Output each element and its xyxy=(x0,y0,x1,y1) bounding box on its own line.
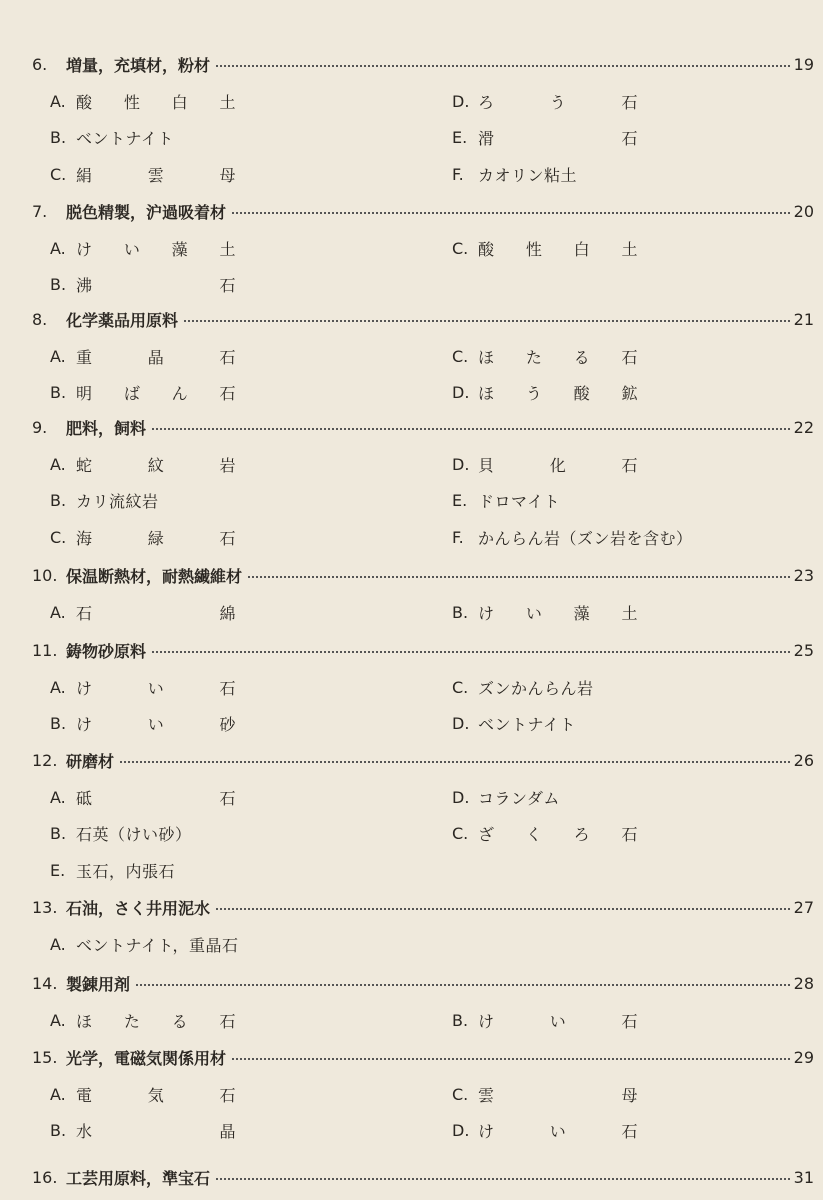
item-text: ベントナイト，重晶石 xyxy=(76,935,239,955)
dot-leader xyxy=(184,320,790,322)
item-label: A. xyxy=(50,454,66,474)
section-title: 保温断熱材，耐熱繊維材 xyxy=(66,566,243,586)
section-number: 16. xyxy=(32,1167,58,1187)
page-number: 31 xyxy=(793,1167,814,1187)
list-item xyxy=(50,600,236,624)
item-label: B. xyxy=(50,1121,67,1141)
item-text: ろ う 石 xyxy=(478,92,638,112)
item-label: C. xyxy=(452,1084,469,1104)
list-item xyxy=(50,344,236,368)
list-item xyxy=(452,1082,638,1106)
item-label: B. xyxy=(50,275,67,295)
list-item xyxy=(452,675,594,699)
item-label: A. xyxy=(50,787,66,807)
section-title: 光学，電磁気関係用材 xyxy=(66,1048,227,1068)
list-item xyxy=(50,712,236,736)
section-number: 14. xyxy=(32,973,58,993)
section-heading xyxy=(32,971,814,995)
dot-leader xyxy=(216,908,790,910)
item-text: け い 砂 xyxy=(76,715,236,735)
item-label: B. xyxy=(50,714,67,734)
list-item xyxy=(452,600,638,624)
item-text: 砥 石 xyxy=(76,788,236,808)
list-item xyxy=(50,932,238,956)
page-number: 23 xyxy=(793,565,814,585)
list-item xyxy=(452,344,638,368)
item-text: ほ た る 石 xyxy=(478,347,638,367)
item-label: A. xyxy=(50,91,66,111)
item-label: E. xyxy=(50,861,66,881)
list-item xyxy=(452,89,638,113)
list-item xyxy=(50,489,159,513)
item-text: 明 ば ん 石 xyxy=(76,384,236,404)
item-label: A. xyxy=(50,346,66,366)
section-heading xyxy=(32,895,814,919)
list-item xyxy=(50,785,236,809)
list-item xyxy=(50,163,236,187)
item-text: け い 石 xyxy=(478,1011,638,1031)
item-label: E. xyxy=(452,491,468,511)
list-item xyxy=(50,859,175,883)
list-item xyxy=(50,273,236,297)
section-title: 工芸用原料，準宝石 xyxy=(66,1168,211,1188)
item-text: ベントナイト xyxy=(76,129,174,149)
item-text: 水 晶 xyxy=(76,1122,236,1142)
item-text: 石英（けい砂） xyxy=(76,825,192,845)
section-heading xyxy=(32,638,814,662)
item-label: B. xyxy=(50,824,67,844)
dot-leader xyxy=(216,1178,790,1180)
item-label: C. xyxy=(452,677,469,697)
list-item xyxy=(50,675,236,699)
item-text: 酸 性 白 土 xyxy=(478,239,638,259)
item-label: A. xyxy=(50,602,66,622)
item-label: B. xyxy=(452,602,469,622)
item-text: カリ流紋岩 xyxy=(76,492,159,512)
list-item xyxy=(50,89,236,113)
item-label: B. xyxy=(50,383,67,403)
item-text: 滑 石 xyxy=(478,129,638,149)
item-text: ズンかんらん岩 xyxy=(478,678,594,698)
list-item xyxy=(452,526,693,550)
list-item xyxy=(50,822,192,846)
section-number: 8. xyxy=(32,309,48,329)
item-text: ほ う 酸 鉱 xyxy=(478,384,638,404)
item-text: け い 石 xyxy=(478,1122,638,1142)
item-text: 蛇 紋 岩 xyxy=(76,455,236,475)
dot-leader xyxy=(120,761,790,763)
section-title: 石油，さく井用泥水 xyxy=(66,898,211,918)
list-item xyxy=(50,236,236,260)
item-text: ドロマイト xyxy=(478,492,561,512)
item-text: 絹 雲 母 xyxy=(76,166,236,186)
dot-leader xyxy=(152,651,790,653)
item-label: C. xyxy=(50,165,67,185)
list-item xyxy=(50,126,174,150)
item-text: 酸 性 白 土 xyxy=(76,92,236,112)
section-title: 製錬用剤 xyxy=(66,974,131,994)
item-text: 重 晶 石 xyxy=(76,347,236,367)
item-label: C. xyxy=(50,528,67,548)
section-title: 肥料，飼料 xyxy=(66,418,147,438)
list-item xyxy=(50,452,236,476)
dot-leader xyxy=(248,576,790,578)
item-label: A. xyxy=(50,677,66,697)
list-item xyxy=(50,1119,236,1143)
section-number: 11. xyxy=(32,640,58,660)
page-number: 27 xyxy=(793,897,814,917)
item-text: け い 藻 土 xyxy=(478,603,638,623)
item-label: D. xyxy=(452,91,470,111)
item-text: ざ く ろ 石 xyxy=(478,825,638,845)
section-number: 15. xyxy=(32,1047,58,1067)
item-label: C. xyxy=(452,824,469,844)
section-heading xyxy=(32,415,814,439)
list-item xyxy=(452,163,577,187)
section-heading xyxy=(32,307,814,331)
item-label: B. xyxy=(50,491,67,511)
item-text: 玉石，内張石 xyxy=(76,862,176,882)
item-text: 貝 化 石 xyxy=(478,455,638,475)
item-label: F. xyxy=(452,528,464,548)
section-heading xyxy=(32,52,814,76)
section-number: 10. xyxy=(32,565,58,585)
item-label: C. xyxy=(452,346,469,366)
page-number: 22 xyxy=(793,417,814,437)
section-number: 13. xyxy=(32,897,58,917)
list-item xyxy=(452,489,560,513)
dot-leader xyxy=(232,1058,790,1060)
section-heading xyxy=(32,199,814,223)
section-heading xyxy=(32,1045,814,1069)
item-text: け い 藻 土 xyxy=(76,239,236,259)
page-number: 20 xyxy=(793,201,814,221)
item-label: B. xyxy=(452,1010,469,1030)
section-heading xyxy=(32,748,814,772)
item-label: D. xyxy=(452,383,470,403)
item-text: 沸 石 xyxy=(76,276,236,296)
list-item xyxy=(452,452,638,476)
item-text: コランダム xyxy=(478,788,560,808)
section-number: 12. xyxy=(32,750,58,770)
section-title: 化学薬品用原料 xyxy=(66,310,179,330)
list-item xyxy=(50,381,236,405)
page-number: 26 xyxy=(793,750,814,770)
dot-leader xyxy=(136,984,790,986)
item-text: ほ た る 石 xyxy=(76,1011,236,1031)
section-title: 研磨材 xyxy=(66,751,115,771)
dot-leader xyxy=(152,428,790,430)
item-text: ベントナイト xyxy=(478,715,576,735)
item-label: D. xyxy=(452,454,470,474)
item-text: 電 気 石 xyxy=(76,1085,236,1105)
item-text: 海 緑 石 xyxy=(76,529,236,549)
item-label: F. xyxy=(452,165,464,185)
list-item xyxy=(50,526,236,550)
item-text: 雲 母 xyxy=(478,1085,638,1105)
section-number: 7. xyxy=(32,201,48,221)
item-label: A. xyxy=(50,1010,66,1030)
item-label: A. xyxy=(50,1084,66,1104)
item-text: け い 石 xyxy=(76,678,236,698)
list-item xyxy=(452,236,638,260)
page-number: 29 xyxy=(793,1047,814,1067)
section-title: 鋳物砂原料 xyxy=(66,641,147,661)
section-heading xyxy=(32,563,814,587)
section-heading xyxy=(32,1165,814,1189)
item-label: D. xyxy=(452,1121,470,1141)
list-item xyxy=(50,1082,236,1106)
section-title: 脱色精製，沪過吸着材 xyxy=(66,202,227,222)
list-item xyxy=(452,126,638,150)
item-label: B. xyxy=(50,128,67,148)
list-item xyxy=(452,1119,638,1143)
item-text: かんらん岩（ズン岩を含む） xyxy=(478,529,693,549)
section-number: 9. xyxy=(32,417,48,437)
page-number: 21 xyxy=(793,309,814,329)
list-item xyxy=(452,822,638,846)
item-label: C. xyxy=(452,238,469,258)
page-number: 19 xyxy=(793,54,814,74)
item-label: D. xyxy=(452,787,470,807)
item-label: E. xyxy=(452,128,468,148)
item-text: 石 綿 xyxy=(76,603,236,623)
item-text: カオリン粘土 xyxy=(478,166,578,186)
page-number: 25 xyxy=(793,640,814,660)
list-item xyxy=(452,1008,638,1032)
dot-leader xyxy=(216,65,790,67)
dot-leader xyxy=(232,212,790,214)
item-label: A. xyxy=(50,238,66,258)
page-number: 28 xyxy=(793,973,814,993)
list-item xyxy=(452,381,638,405)
section-title: 増量，充填材，粉材 xyxy=(66,55,211,75)
list-item xyxy=(452,712,576,736)
item-label: D. xyxy=(452,714,470,734)
list-item xyxy=(50,1008,236,1032)
section-number: 6. xyxy=(32,54,48,74)
item-label: A. xyxy=(50,934,66,954)
list-item xyxy=(452,785,560,809)
